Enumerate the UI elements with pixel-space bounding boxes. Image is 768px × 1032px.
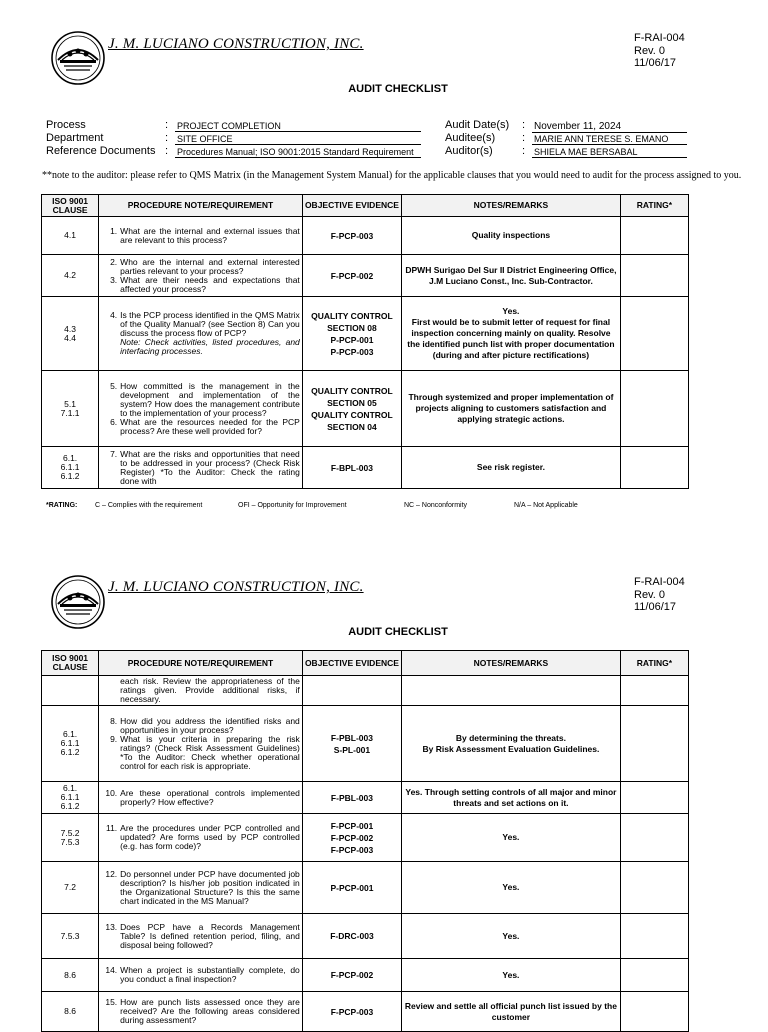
question-body: How did you address the identified risks and opportunities in your process? [120, 715, 300, 735]
question-text [120, 789, 300, 807]
clause-number: 7.5.3 [60, 836, 80, 847]
question-number: 9. [110, 733, 118, 744]
form-code: F-RAI-004 [634, 576, 685, 588]
note-text: Yes. [502, 832, 520, 842]
evidence-ref: F-PCP-002 [330, 832, 374, 843]
clause-number: 7.5.2 [60, 827, 80, 838]
evidence-ref: F-PBL-003 [330, 792, 373, 803]
form-code-block [634, 576, 685, 614]
question-text [120, 966, 300, 984]
notes-cell [402, 676, 621, 706]
evidence-ref: S-PL-001 [333, 744, 371, 755]
form-code: F-RAI-004 [634, 32, 685, 44]
page-title: AUDIT CHECKLIST [348, 83, 448, 95]
clause-number: 6.1.1 [60, 462, 80, 472]
question-number: 1. [110, 225, 118, 236]
question-body: Do personnel under PCP have documented job description? Is his/her job position indicated in the Organizational Structure? Is this the same chart indicated in the MS Manual? [120, 868, 300, 906]
clause-cell [42, 959, 99, 992]
requirement-cell [99, 676, 303, 706]
question-item [101, 677, 300, 704]
department-label: Department [46, 132, 104, 144]
auditor-label: Auditor(s) [445, 145, 493, 157]
form-revision: Rev. 0 [634, 44, 665, 57]
requirement-cell [99, 959, 303, 992]
evidence-cell [302, 676, 401, 706]
requirement-cell [99, 914, 303, 959]
auditor-note: **note to the auditor: please refer to QMS Matrix (in the Management System Manual) for the applicable clauses that you would need to audit for the process assigned to you. [42, 170, 742, 181]
rating-cell[interactable] [620, 706, 688, 782]
evidence-ref: F-PCP-002 [330, 270, 374, 281]
question-body: How committed is the management in the development and implementation of the system? How does the management contribute to the implementation of your process? [120, 380, 300, 418]
question-body: each risk. Review the appropriateness of the ratings given. Provide additional risks, if necessary. [120, 676, 300, 704]
colon: : [165, 145, 169, 157]
process-value: PROJECT COMPLETION [175, 121, 421, 132]
colon: : [165, 119, 169, 131]
evidence-cell [302, 814, 401, 862]
note-text: DPWH Surigao Del Sur II District Engineering Office, J.M Luciano Const., Inc. Sub-Contractor. [405, 264, 617, 286]
clause-number: 4.2 [64, 270, 76, 280]
clause-cell [42, 814, 99, 862]
process-label: Process [46, 119, 86, 131]
question-number: 14. [105, 965, 118, 975]
question-body: When a project is substantially complete, do you conduct a final inspection? [120, 965, 300, 984]
question-body: What are the risks and opportunities that need to be addressed in your process? (Check Risk Register) *To the Auditor: Check the rating done with [120, 448, 300, 486]
company-name: J. M. LUCIANO CONSTRUCTION, INC. [108, 36, 364, 52]
question-body: What is your criteria in preparing the risk ratings? (Check Risk Assessment Guidelines) *To the Auditor: Check whether operational control for each risk is appropriate. [120, 733, 300, 771]
evidence-ref: P-PCP-001 [330, 882, 374, 893]
clause-cell [42, 862, 99, 914]
notes-cell [402, 862, 621, 914]
question-item [101, 923, 300, 950]
question-number: 8. [110, 715, 118, 726]
clause-number: 4.1 [64, 230, 76, 240]
question-item [101, 966, 300, 984]
clause-number: 7.5.3 [60, 930, 80, 941]
form-revision: Rev. 0 [634, 588, 665, 601]
refdocs-value: Procedures Manual; ISO 9001:2015 Standard Requirement [175, 147, 421, 158]
clause-number: 6.1. [62, 453, 78, 463]
clause-number: 6.1.2 [60, 747, 80, 757]
col-requirement: PROCEDURE NOTE/REQUIREMENT [99, 195, 303, 217]
col-clause: ISO 9001 CLAUSE [42, 195, 99, 217]
note-text: Yes. [502, 306, 520, 316]
question-number: 5. [110, 380, 118, 391]
question-body: Does PCP have a Records Management Table? Is defined retention period, filing, and disposal being followed? [120, 921, 300, 950]
evidence-cell [302, 992, 401, 1032]
clause-number: 6.1.1 [60, 792, 80, 802]
rating-cell[interactable] [620, 914, 688, 959]
company-logo-icon [50, 574, 106, 630]
col-clause: ISO 9001 CLAUSE [42, 651, 99, 676]
note-text: Quality inspections [471, 230, 551, 240]
question-number: 4. [110, 310, 118, 320]
audit-date-label: Audit Date(s) [445, 119, 510, 131]
evidence-ref: F-PCP-003 [330, 230, 374, 241]
question-body: Is the PCP process identified in the QMS Matrix of the Quality Manual? (see Section 8) Can you discuss the process flow of PCP? [120, 310, 300, 338]
notes-cell [402, 706, 621, 782]
question-number: 10. [105, 787, 118, 798]
auditee-label: Auditee(s) [445, 132, 496, 144]
colon: : [522, 119, 526, 131]
rating-cell[interactable] [620, 676, 688, 706]
question-number: 11. [105, 823, 118, 833]
evidence-ref: F-PCP-003 [330, 1006, 374, 1017]
evidence-ref: F-PBL-003 [330, 732, 373, 743]
question-number: 12. [105, 868, 118, 879]
question-number: 2. [110, 256, 118, 267]
refdocs-label: Reference Documents [46, 145, 156, 157]
note-text: First would be to submit letter of request for final inspection concerning mainly on quality. Resolve the identified punch list with proper documentation (during and after picture rectifications) [407, 317, 615, 360]
clause-cell [42, 782, 99, 814]
checklist-table-page-2 [41, 650, 689, 1032]
clause-cell [42, 706, 99, 782]
question-body: What are the internal and external issues that are relevant to this process? [120, 225, 300, 245]
note-text: Yes. [502, 969, 520, 980]
question-body: How are punch lists assessed once they are received? Are the following areas considered during assessment? [120, 997, 300, 1025]
page-title: AUDIT CHECKLIST [348, 626, 448, 638]
question-item [101, 789, 300, 807]
rating-c: C – Complies with the requirement [95, 502, 203, 509]
question-body: Are these operational controls implemented properly? How effective? [120, 787, 300, 807]
col-requirement: PROCEDURE NOTE/REQUIREMENT [99, 651, 303, 676]
clause-number: 8.6 [64, 969, 76, 980]
note-text: Review and settle all official punch list issued by the customer [404, 1000, 617, 1022]
table-row [42, 814, 689, 862]
colon: : [522, 132, 526, 144]
question-text [120, 717, 300, 735]
notes-cell [402, 782, 621, 814]
colon: : [165, 132, 169, 144]
table-body [42, 676, 689, 1032]
col-notes: NOTES/REMARKS [402, 195, 621, 217]
question-text [120, 870, 300, 906]
table-row [42, 959, 689, 992]
col-evidence: OBJECTIVE EVIDENCE [302, 651, 401, 676]
rating-na: N/A – Not Applicable [514, 502, 578, 509]
table-row [42, 706, 689, 782]
question-item [101, 717, 300, 735]
question-number: 13. [105, 921, 118, 932]
clause-number: 7.1.1 [60, 407, 80, 418]
question-text [120, 824, 300, 851]
col-notes: NOTES/REMARKS [402, 651, 621, 676]
notes-cell [402, 992, 621, 1032]
clause-number: 5.1 [64, 398, 76, 409]
col-evidence: OBJECTIVE EVIDENCE [302, 195, 401, 217]
rating-cell[interactable] [620, 862, 688, 914]
question-item [101, 824, 300, 851]
question-item [101, 735, 300, 771]
question-number: 3. [110, 274, 118, 285]
evidence-cell [302, 782, 401, 814]
question-item [101, 998, 300, 1025]
evidence-ref: QUALITY CONTROL SECTION 04 [311, 409, 393, 432]
question-number: 7. [110, 448, 118, 459]
rating-nc: NC – Nonconformity [404, 502, 468, 509]
question-number: 15. [105, 997, 118, 1007]
clause-number: 6.1.1 [60, 738, 80, 748]
table-row [42, 862, 689, 914]
notes-cell [402, 914, 621, 959]
notes-cell [402, 814, 621, 862]
evidence-ref: QUALITY CONTROL SECTION 05 [311, 385, 393, 408]
evidence-ref: F-PCP-003 [330, 844, 374, 855]
notes-cell [402, 959, 621, 992]
department-value: SITE OFFICE [175, 134, 421, 145]
clause-number: 6.1. [62, 729, 78, 739]
col-rating: RATING* [620, 651, 688, 676]
question-item [101, 870, 300, 906]
question-text [120, 923, 300, 950]
rating-cell[interactable] [620, 814, 688, 862]
rating-ofi: OFI – Opportunity for Improvement [238, 502, 347, 509]
question-number: 6. [110, 416, 118, 427]
table-row [42, 992, 689, 1032]
question-number [101, 677, 120, 704]
evidence-ref: F-BPL-003 [330, 462, 373, 473]
note-text: See risk register. [476, 462, 545, 472]
clause-number: 7.2 [64, 882, 76, 892]
audit-date-value: November 11, 2024 [532, 121, 687, 133]
requirement-cell [99, 782, 303, 814]
evidence-cell [302, 862, 401, 914]
colon: : [522, 145, 526, 157]
auditor-value: SHIELA MAE BERSABAL [532, 147, 687, 158]
clause-cell [42, 914, 99, 959]
table-row [42, 676, 689, 706]
evidence-ref: P-PCP-001 [330, 334, 374, 345]
question-text [120, 735, 300, 771]
evidence-cell [302, 959, 401, 992]
form-date: 11/06/17 [634, 601, 677, 613]
clause-number: 6.1.2 [60, 471, 80, 481]
evidence-ref: F-DRC-003 [330, 931, 374, 941]
clause-number: 4.4 [64, 332, 76, 343]
evidence-ref: F-PCP-001 [330, 820, 374, 831]
rating-label: *RATING: [46, 502, 78, 509]
col-rating: RATING* [620, 195, 688, 217]
question-note: Note: Check activities, listed procedures, and interfacing processes. [120, 337, 300, 356]
auditee-value: MARIE ANN TERESE S. EMANO [532, 134, 687, 145]
table-header-row [42, 651, 689, 676]
question-body: Are the procedures under PCP controlled and updated? Are forms used by PCP controlled (e.g. has form code)? [120, 823, 300, 851]
clause-number: 4.3 [64, 323, 76, 334]
note-text: Yes. Through setting controls of all major and minor threats and set actions on it. [405, 786, 617, 808]
note-text: Yes. [502, 882, 520, 892]
clause-number: 6.1.2 [60, 801, 80, 811]
table-row [42, 782, 689, 814]
company-name: J. M. LUCIANO CONSTRUCTION, INC. [108, 579, 364, 595]
clause-cell [42, 992, 99, 1032]
question-body: What are their needs and expectations that affected your process? [120, 274, 300, 294]
evidence-cell [302, 914, 401, 959]
clause-number: 8.6 [64, 1006, 76, 1016]
evidence-ref: F-PCP-002 [330, 970, 374, 980]
note-text: By Risk Assessment Evaluation Guidelines. [422, 743, 600, 754]
rating-cell[interactable] [620, 959, 688, 992]
clause-cell [42, 676, 99, 706]
requirement-cell [99, 706, 303, 782]
evidence-cell [302, 706, 401, 782]
requirement-cell [99, 992, 303, 1032]
requirement-cell [99, 862, 303, 914]
note-text: By determining the threats. [455, 732, 566, 743]
evidence-ref: QUALITY CONTROL SECTION 08 [311, 310, 393, 333]
rating-cell[interactable] [620, 782, 688, 814]
question-body: What are the resources needed for the PCP process? Are these well provided for? [120, 416, 300, 436]
clause-number: 6.1. [62, 783, 78, 793]
rating-cell[interactable] [620, 992, 688, 1032]
note-text: Through systemized and proper implementation of projects aligning to customers satisfaction and applying strategic actions. [408, 392, 614, 424]
table-row [42, 914, 689, 959]
note-text: Yes. [502, 930, 520, 941]
question-body: Who are the internal and external interested parties relevant to your process? [120, 256, 300, 276]
evidence-ref: P-PCP-003 [330, 346, 374, 357]
requirement-cell [99, 814, 303, 862]
question-text [120, 998, 300, 1025]
question-text [120, 677, 300, 704]
form-date: 11/06/17 [634, 57, 677, 69]
